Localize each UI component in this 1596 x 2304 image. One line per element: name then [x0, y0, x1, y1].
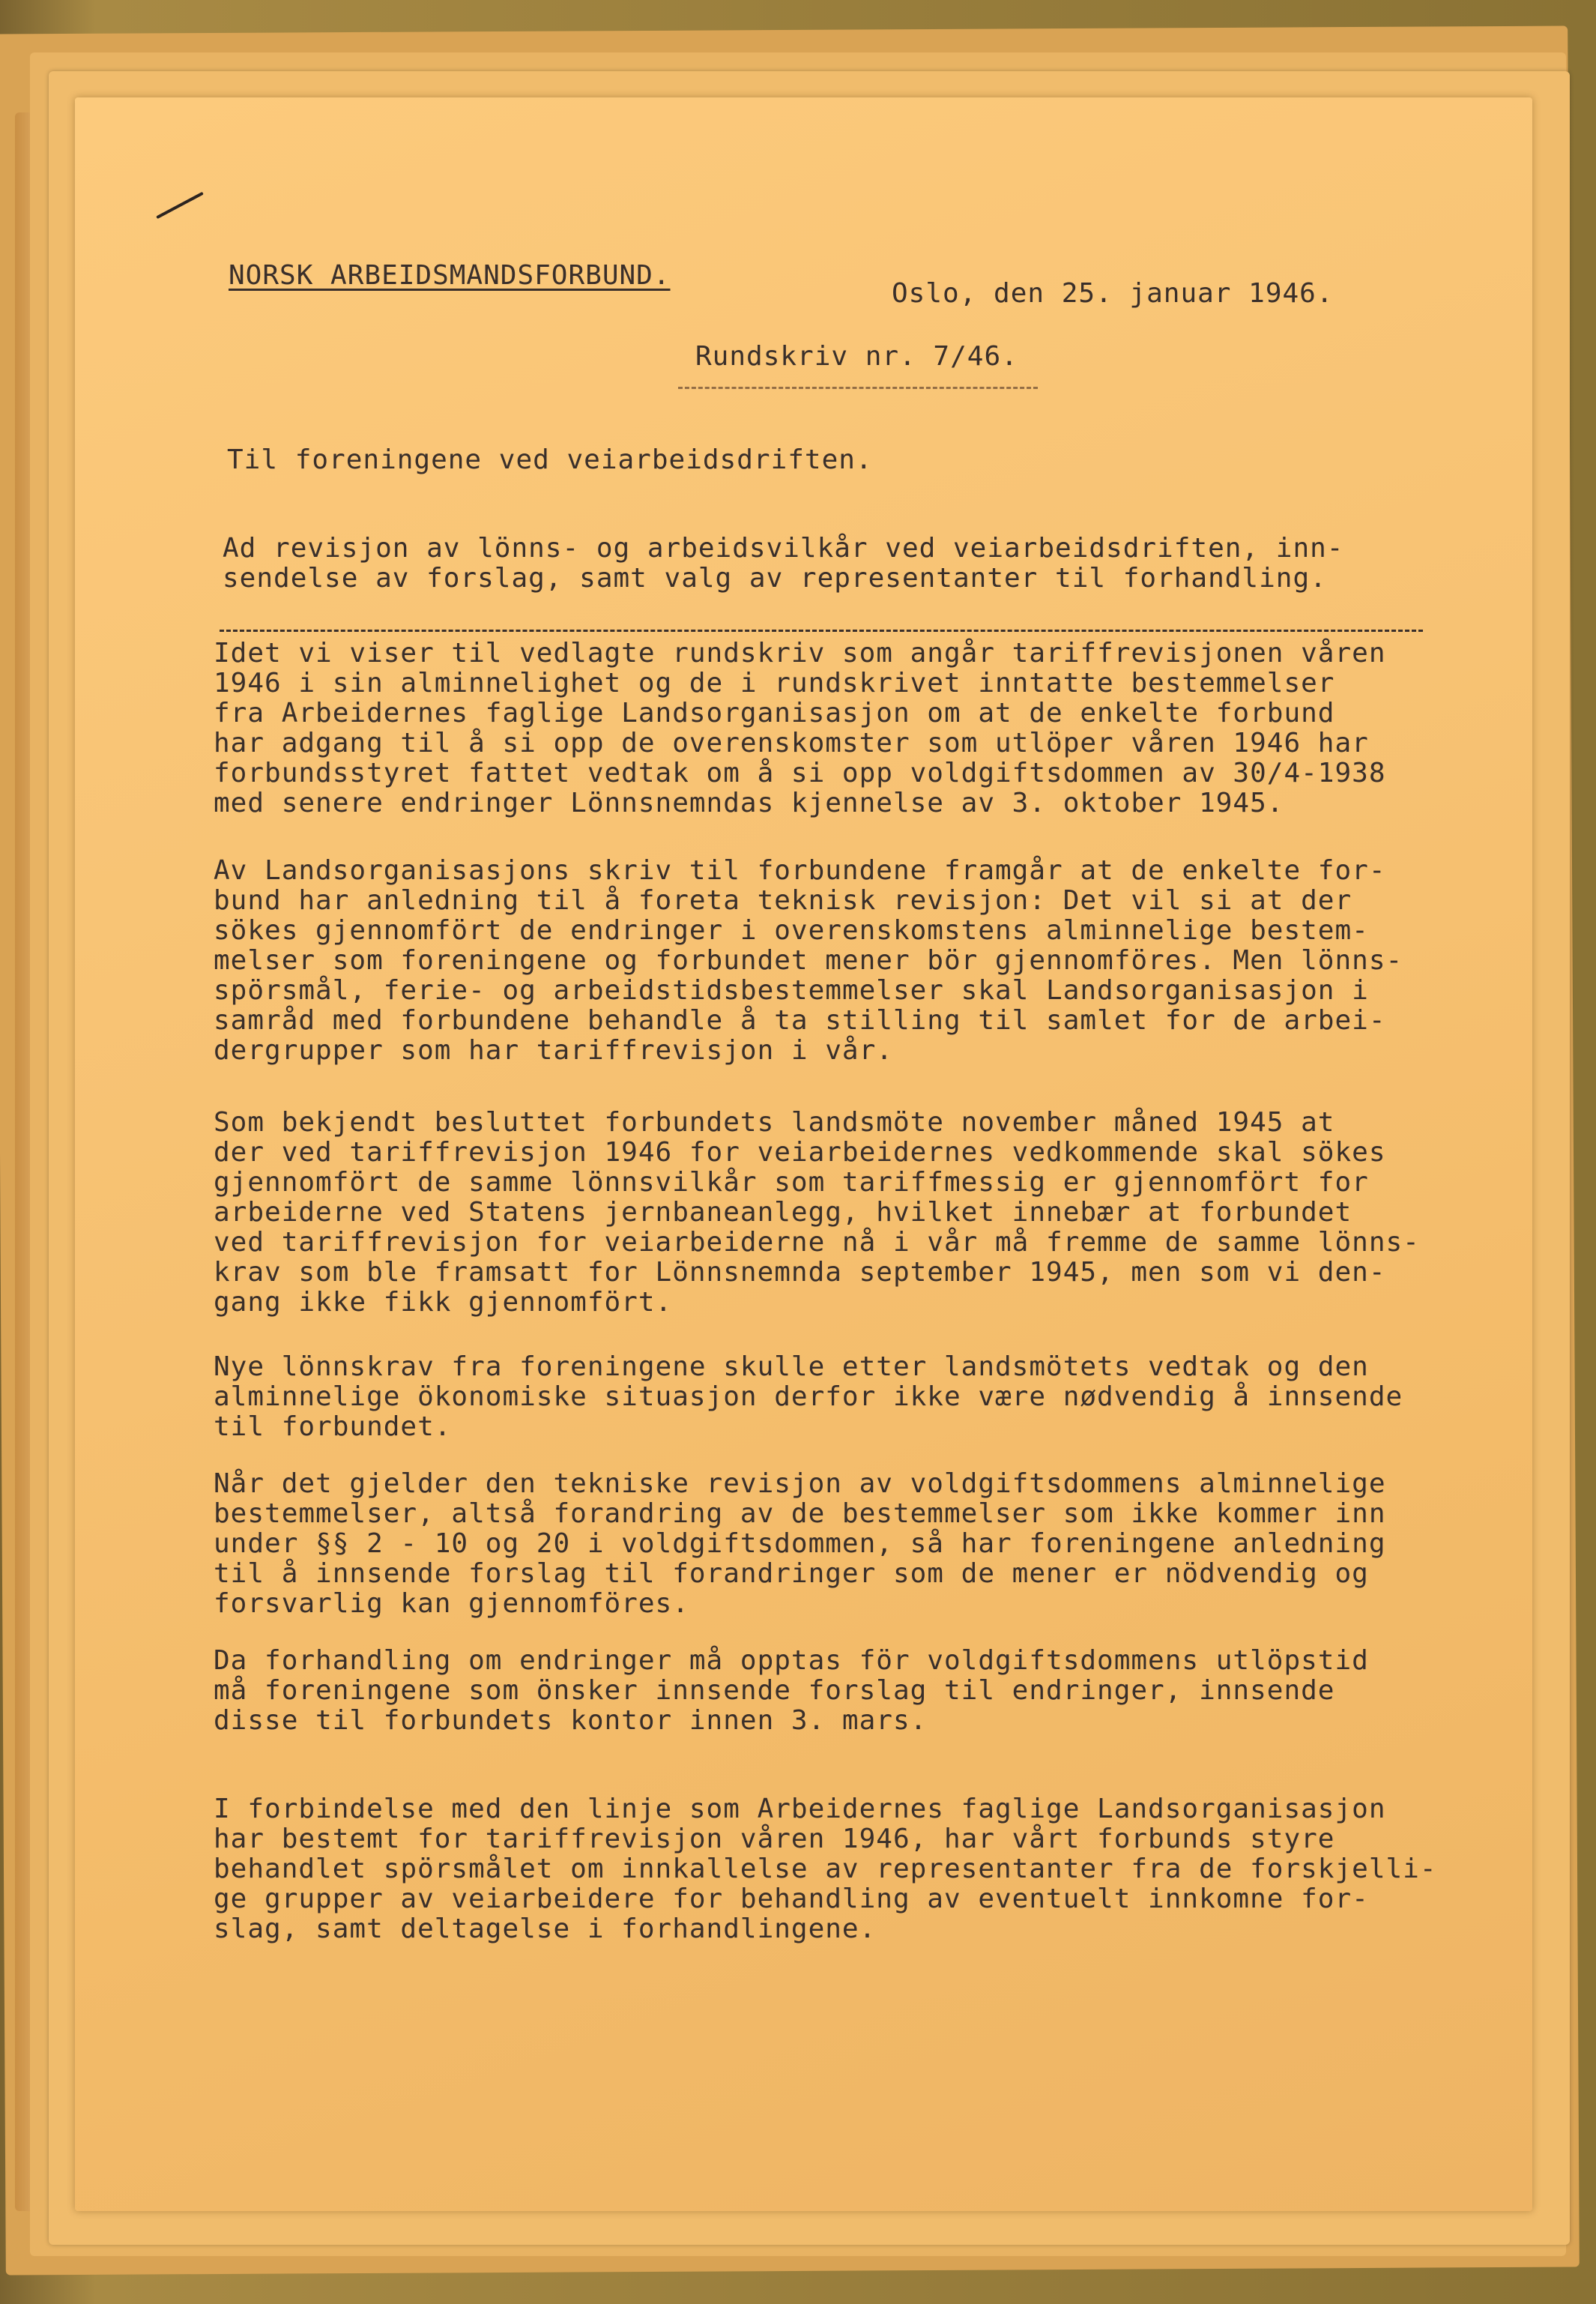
paragraph: Idet vi viser til vedlagte rundskriv som angår tariffrevisjonen våren 1946 i sin alminnelighet og de i rundskrivet inntatte bestemmelser fra Arbeidernes faglige Landsorganisasjon om at de enkelte forbund har adgang til å si opp de overenskomster som utlöper våren 1946 har forbundsstyret fattet vedtak om å si opp voldgiftsdommen av 30/4-1938 med senere endringer Lönnsnemndas kjennelse av 3. oktober 1945. — [214, 638, 1386, 818]
recipient-line: Til foreningene ved veiarbeidsdriften. — [227, 444, 873, 475]
subject-line: Ad revisjon av lönns- og arbeidsvilkår ved veiarbeidsdriften, inn- sendelse av forslag, samt valg av representanter til forhandling. — [223, 533, 1344, 594]
paragraph: I forbindelse med den linje som Arbeidernes faglige Landsorganisasjon har bestemt for tariffrevisjon våren 1946, har vårt forbunds styre behandlet spörsmålet om innkallelse av representanter fra de forskjelli- ge grupper av veiarbeidere for behandling av eventuelt innkomne for- slag, samt deltagelse i forhandlingene. — [214, 1794, 1437, 1944]
circular-underline — [678, 387, 1038, 389]
subject-underline — [220, 630, 1423, 632]
circular-number: Rundskriv nr. 7/46. — [695, 341, 1018, 372]
paragraph: Nye lönnskrav fra foreningene skulle etter landsmötets vedtak og den alminnelige ökonomiske situasjon derfor ikke være nødvendig å innsende til forbundet. — [214, 1351, 1403, 1442]
paragraph: Av Landsorganisasjons skriv til forbundene framgår at de enkelte for- bund har anledning til å foreta teknisk revisjon: Det vil si at der sökes gjennomfört de endringer i overenskomstens alminnelige bestem- melser som foreningene og forbundet mener bör gjennomföres. Men lönns- spörsmål, ferie- og arbeidstidsbestemmelser skal Landsorganisasjon i samråd med forbundene behandle å ta stilling til samlet for de arbei- dergrupper som har tariffrevisjon i vår. — [214, 855, 1403, 1066]
paragraph: Som bekjendt besluttet forbundets landsmöte november måned 1945 at der ved tariffrevisjon 1946 for veiarbeidernes vedkommende skal sökes gjennomfört de samme lönnsvilkår som tariffmessig er gjennomfört for arbeiderne ved Statens jernbaneanlegg, hvilket innebær at forbundet ved tariffrevisjon for veiarbeiderne nå i vår må fremme de samme lönns- krav som ble framsatt for Lönnsnemnda september 1945, men som vi den- gang ikke fikk gjennomfört. — [214, 1107, 1420, 1318]
organization-header: NORSK ARBEIDSMANDSFORBUND. — [229, 260, 671, 291]
paragraph: Da forhandling om endringer må opptas för voldgiftsdommens utlöpstid må foreningene som önsker innsende forslag til endringer, innsende disse til forbundets kontor innen 3. mars. — [214, 1645, 1369, 1736]
date-line: Oslo, den 25. januar 1946. — [892, 278, 1334, 309]
paragraph: Når det gjelder den tekniske revisjon av voldgiftsdommens alminnelige bestemmelser, altså forandring av de bestemmelser som ikke kommer inn under §§ 2 - 10 og 20 i voldgiftsdommen, så har foreningene anledning til å innsende forslag til forandringer som de mener er nödvendig og forsvarlig kan gjennomföres. — [214, 1468, 1386, 1619]
